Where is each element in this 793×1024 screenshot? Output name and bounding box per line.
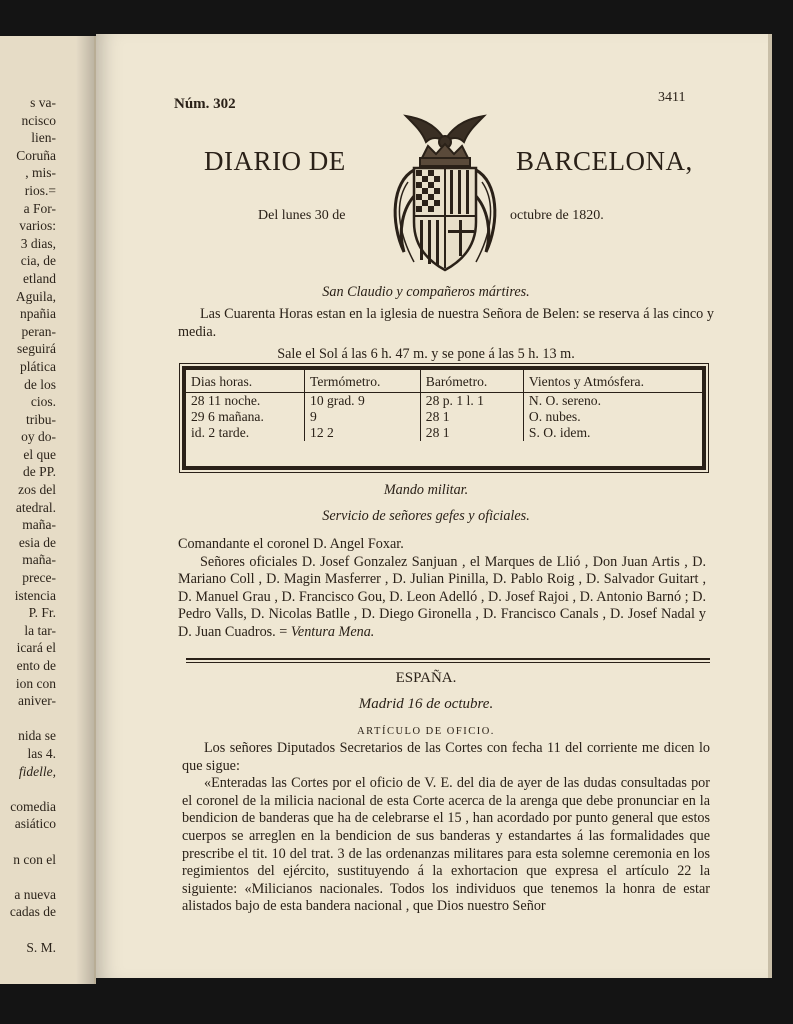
previous-page-line: a nueva	[14, 886, 56, 902]
previous-page-line: istencia	[14, 587, 56, 603]
previous-page-text	[0, 94, 56, 956]
cell: 28 1	[420, 409, 523, 425]
oficiales-paragraph	[178, 554, 706, 642]
previous-page-line: ncisco	[21, 112, 56, 128]
table-row	[186, 409, 702, 425]
cuarenta-horas-notice: Las Cuarenta Horas estan en la iglesia de nuestra Señora de Belen: se reserva á las cinco y media.	[178, 306, 714, 340]
previous-page-line: P. Fr.	[28, 605, 56, 621]
page-number: 3411	[658, 90, 686, 105]
previous-page-line: la tar-	[24, 622, 56, 638]
articulo-heading: ARTÍCULO DE OFICIO.	[357, 726, 495, 737]
previous-page-line	[0, 710, 56, 728]
previous-page-line: nida se	[18, 728, 56, 744]
previous-page-line: Aguila,	[15, 288, 56, 304]
previous-page-line: oy do-	[21, 429, 56, 445]
coat-of-arms-icon	[384, 112, 506, 276]
previous-page-line: S. M.	[26, 939, 56, 955]
previous-page-line: zos del	[18, 482, 56, 498]
previous-page-line: ion con	[15, 675, 56, 691]
cell: O. nubes.	[523, 409, 702, 425]
previous-page-line: cios.	[30, 394, 56, 410]
previous-page-line: el que	[23, 446, 56, 462]
saints-of-day: San Claudio y compañeros mártires.	[322, 284, 530, 300]
previous-page-line: tribu-	[26, 411, 56, 427]
table-row	[186, 393, 702, 410]
previous-page-line: Coruña	[16, 147, 56, 163]
article-paragraph: Los señores Diputados Secretarios de las Cortes con fecha 11 del corriente me dicen lo que sigue:	[182, 740, 710, 774]
col-barometro: Barómetro.	[420, 370, 523, 393]
dateline-madrid: Madrid 16 de octubre.	[358, 696, 494, 712]
previous-page-line: seguirá	[17, 341, 56, 357]
divider	[186, 658, 710, 660]
section-heading-servicio: Servicio de señores gefes y oficiales.	[322, 508, 530, 524]
previous-page-line: npañia	[20, 306, 56, 322]
previous-page-line: atedral.	[15, 499, 56, 515]
page-fold-shadow	[76, 36, 94, 984]
cell: id. 2 tarde.	[191, 425, 250, 440]
date-right: octubre de 1820.	[510, 208, 604, 223]
sunrise-sunset: Sale el Sol á las 6 h. 47 m. y se pone á las 5 h. 13 m.	[277, 346, 575, 362]
cell: 12 2	[305, 425, 421, 441]
weather-table	[182, 366, 706, 470]
previous-page-line: rios.=	[24, 182, 56, 198]
previous-page-strip	[0, 36, 96, 984]
previous-page-line	[0, 868, 56, 886]
previous-page-line: , mis-	[25, 165, 56, 181]
previous-page-line: lien-	[31, 130, 56, 146]
section-heading-espana: ESPAÑA.	[395, 670, 457, 686]
previous-page-line: varios:	[19, 218, 56, 234]
previous-page-line: asiático	[14, 816, 56, 832]
newspaper-page	[96, 34, 772, 978]
previous-page-line: etland	[23, 270, 56, 286]
article-body	[182, 740, 710, 916]
previous-page-line: cadas de	[9, 904, 56, 920]
previous-page-line: comedia	[10, 798, 56, 814]
previous-page-line: de PP.	[22, 464, 56, 480]
cell: 28 p. 1 l. 1	[420, 393, 523, 410]
previous-page-line: maña-	[22, 517, 56, 533]
cell: 28 11 noche.	[191, 393, 261, 408]
cell: S. O. idem.	[523, 425, 702, 441]
masthead-title-left: DIARIO DE	[204, 146, 346, 176]
cell: 9	[305, 409, 421, 425]
previous-page-line: las 4.	[27, 745, 56, 761]
previous-page-line: 3 dias,	[20, 235, 56, 251]
oficiales-text: Señores oficiales D. Josef Gonzalez Sanjuan , el Marques de Llió , Don Juan Artis , D. Mariano Coll , D. Magin Masferrer , D. Julian Pinilla, D. Pablo Roig , D. Salvador Guitart , D. Manuel Grau , D. Francisco Gou, D. Leon Adelló , D. Josef Rajoi , D. Antonio Barnó ; D. Pedro Valls, D. Nicolas Batlle , D. Diego Gironella , D. Francisco Canals , D. Josef Nadal y D. Juan Cuadros. =	[178, 553, 706, 640]
previous-page-line: icará el	[16, 640, 56, 656]
previous-page-line: cia, de	[20, 253, 56, 269]
previous-page-line	[0, 780, 56, 798]
previous-page-line: a For-	[23, 200, 56, 216]
cell: 28 1	[420, 425, 523, 441]
previous-page-line: n con el	[13, 851, 56, 867]
section-heading-mando: Mando militar.	[383, 482, 469, 498]
previous-page-line: aniver-	[18, 693, 56, 709]
col-dias-horas: Dias horas.	[186, 370, 305, 393]
signature: Ventura Mena.	[290, 623, 375, 640]
officers-list	[178, 536, 706, 642]
previous-page-line: de los	[24, 376, 56, 392]
comandante-line: Comandante el coronel D. Angel Foxar.	[178, 536, 404, 552]
previous-page-line	[0, 833, 56, 851]
cell: 29 6 mañana.	[191, 409, 264, 424]
date-left: Del lunes 30 de	[258, 208, 346, 223]
previous-page-line	[0, 921, 56, 939]
divider	[186, 662, 710, 663]
issue-number: Núm. 302	[174, 96, 236, 112]
previous-page-line: prece-	[22, 570, 56, 586]
previous-page-line: s va-	[30, 95, 56, 110]
previous-page-line: peran-	[21, 323, 56, 339]
previous-page-line: ento de	[16, 658, 56, 673]
masthead-title-right: BARCELONA,	[516, 146, 693, 176]
col-vientos: Vientos y Atmósfera.	[523, 370, 702, 393]
cell: 10 grad. 9	[305, 393, 421, 410]
previous-page-line: maña-	[22, 552, 56, 568]
previous-page-line: esia de	[18, 534, 56, 550]
previous-page-line: fidelle,	[18, 763, 56, 779]
table-row	[186, 425, 702, 441]
col-termometro: Termómetro.	[305, 370, 421, 393]
cell: N. O. sereno.	[523, 393, 702, 410]
previous-page-line: plática	[20, 358, 56, 374]
article-paragraph: «Enteradas las Cortes por el oficio de V. E. del dia de ayer de las dudas consultadas por el coronel de la milicia nacional de esta Corte acerca de la arenga que debe pronunciar en la bendicion de banderas que ha de celebrarse el 15 , han acordado por punto general que estos cuerpos se arreglen en la bendicion de sus banderas y estandartes á las formalidades que prescribe el tit. 10 del trat. 3 de las ordenanzas militares para esta solemne ceremonia en los regimientos del ejército, sustituyendo á la exhortacion que expresa el artículo 22 la siguiente: «Milicianos nacionales. Todos los individuos que tenemos la honra de estar alistados bajo de esta bandera nacional , que Dios nuestro Señor	[182, 775, 710, 915]
